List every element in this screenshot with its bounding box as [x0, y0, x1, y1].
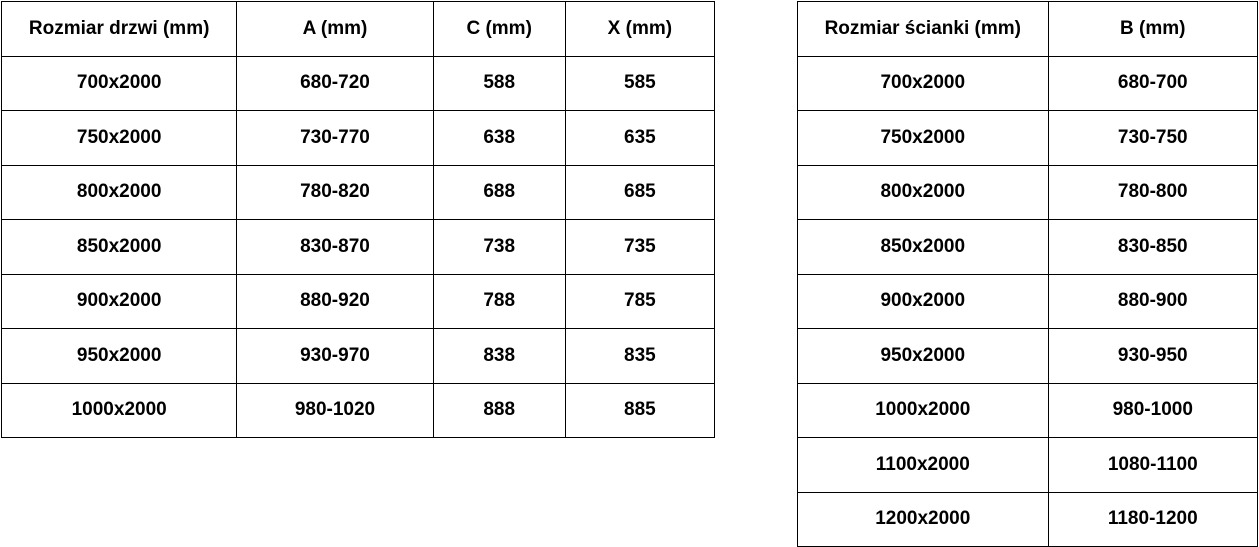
table-row	[798, 56, 1258, 111]
column-header-c: C (mm)	[433, 2, 565, 57]
cell-door-size: 1000x2000	[2, 383, 237, 438]
doors-size-table	[1, 1, 715, 438]
table-row	[2, 56, 715, 111]
cell-b: 1080-1100	[1048, 438, 1257, 493]
table-row	[2, 111, 715, 166]
cell-a: 730-770	[237, 111, 433, 166]
cell-b: 880-900	[1048, 274, 1257, 329]
table-row	[798, 165, 1258, 220]
table-row	[2, 165, 715, 220]
table-row	[798, 220, 1258, 275]
cell-wall-size: 800x2000	[798, 165, 1049, 220]
cell-wall-size: 1200x2000	[798, 492, 1049, 547]
cell-wall-size: 1000x2000	[798, 383, 1049, 438]
table-header-row	[2, 2, 715, 57]
cell-b: 830-850	[1048, 220, 1257, 275]
cell-x: 835	[565, 329, 714, 384]
table-row	[2, 274, 715, 329]
table-row	[2, 220, 715, 275]
table-row	[2, 329, 715, 384]
cell-c: 588	[433, 56, 565, 111]
wall-size-table	[797, 1, 1258, 547]
cell-b: 730-750	[1048, 111, 1257, 166]
cell-c: 738	[433, 220, 565, 275]
cell-c: 638	[433, 111, 565, 166]
table-row	[798, 438, 1258, 493]
cell-a: 680-720	[237, 56, 433, 111]
table-row	[798, 111, 1258, 166]
cell-a: 930-970	[237, 329, 433, 384]
cell-wall-size: 950x2000	[798, 329, 1049, 384]
cell-door-size: 950x2000	[2, 329, 237, 384]
column-header-a: A (mm)	[237, 2, 433, 57]
cell-a: 880-920	[237, 274, 433, 329]
cell-door-size: 750x2000	[2, 111, 237, 166]
table-row	[798, 274, 1258, 329]
cell-a: 830-870	[237, 220, 433, 275]
cell-wall-size: 850x2000	[798, 220, 1049, 275]
column-header-wall-size: Rozmiar ścianki (mm)	[798, 2, 1049, 57]
cell-door-size: 900x2000	[2, 274, 237, 329]
cell-b: 930-950	[1048, 329, 1257, 384]
cell-wall-size: 1100x2000	[798, 438, 1049, 493]
cell-a: 980-1020	[237, 383, 433, 438]
table-row	[798, 329, 1258, 384]
table-header-row	[798, 2, 1258, 57]
cell-wall-size: 700x2000	[798, 56, 1049, 111]
cell-b: 780-800	[1048, 165, 1257, 220]
cell-x: 685	[565, 165, 714, 220]
cell-x: 585	[565, 56, 714, 111]
cell-door-size: 850x2000	[2, 220, 237, 275]
cell-b: 980-1000	[1048, 383, 1257, 438]
column-header-door-size: Rozmiar drzwi (mm)	[2, 2, 237, 57]
cell-x: 785	[565, 274, 714, 329]
cell-a: 780-820	[237, 165, 433, 220]
table-row	[798, 383, 1258, 438]
cell-x: 635	[565, 111, 714, 166]
cell-b: 680-700	[1048, 56, 1257, 111]
cell-door-size: 800x2000	[2, 165, 237, 220]
cell-door-size: 700x2000	[2, 56, 237, 111]
cell-wall-size: 900x2000	[798, 274, 1049, 329]
table-row	[2, 383, 715, 438]
cell-c: 838	[433, 329, 565, 384]
cell-c: 788	[433, 274, 565, 329]
cell-x: 885	[565, 383, 714, 438]
cell-b: 1180-1200	[1048, 492, 1257, 547]
cell-wall-size: 750x2000	[798, 111, 1049, 166]
table-row	[798, 492, 1258, 547]
column-header-b: B (mm)	[1048, 2, 1257, 57]
cell-x: 735	[565, 220, 714, 275]
cell-c: 888	[433, 383, 565, 438]
column-header-x: X (mm)	[565, 2, 714, 57]
cell-c: 688	[433, 165, 565, 220]
